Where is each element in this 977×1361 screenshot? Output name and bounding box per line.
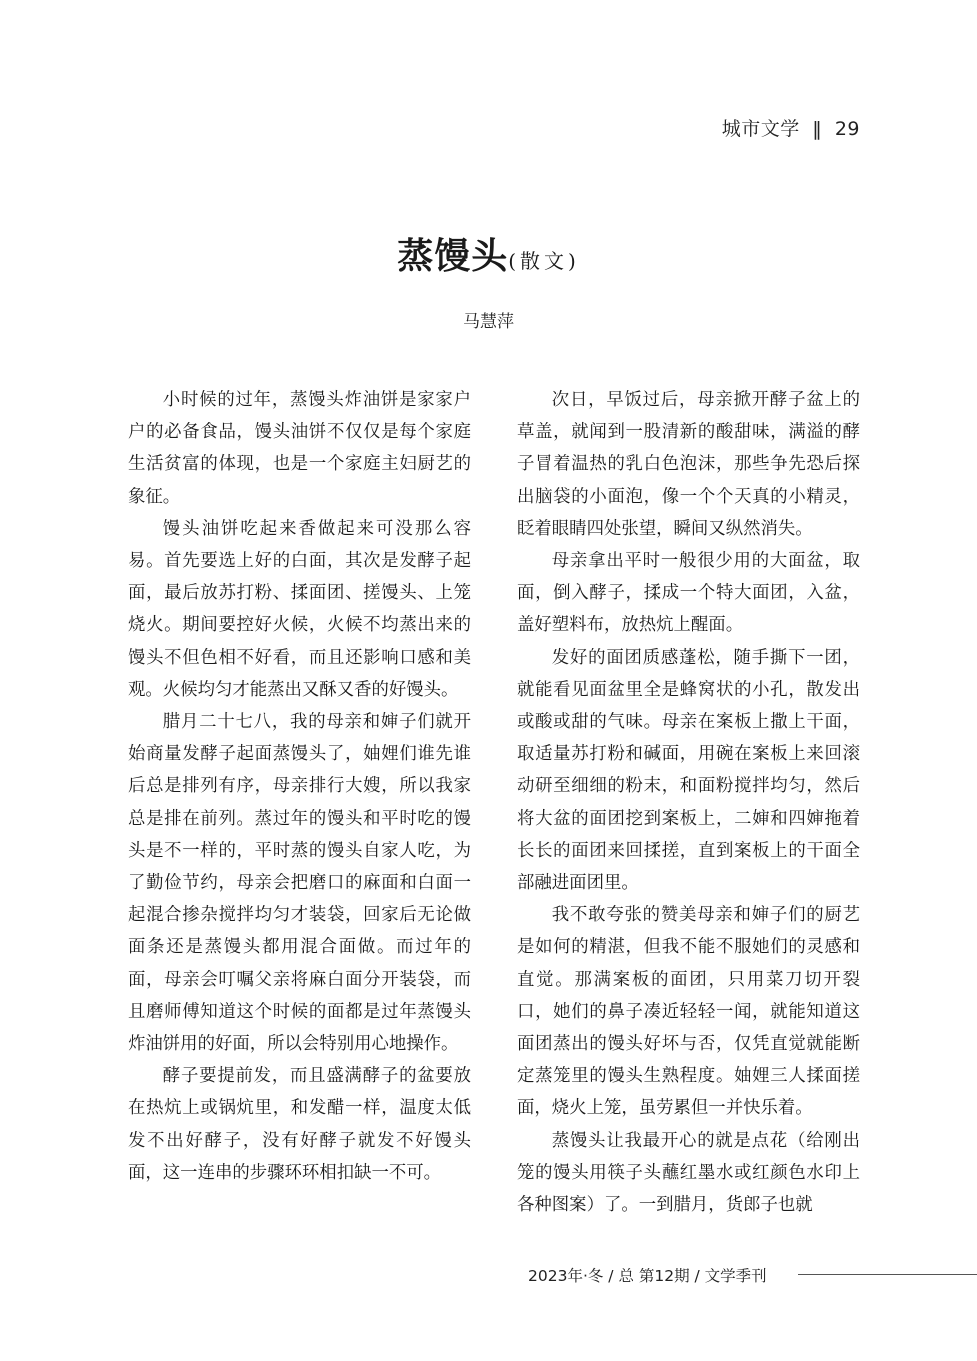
- paragraph: 酵子要提前发，而且盛满酵子的盆要放在热炕上或锅炕里，和发醋一样，温度太低发不出好酵子，没有好酵子就发不好馒头面，这一连串的步骤环环相扣缺一不可。: [128, 1066, 471, 1183]
- header-separator: ‖: [812, 118, 823, 140]
- paragraph: 次日，早饭过后，母亲掀开酵子盆上的草盖，就闻到一股清新的酸甜味，满溢的酵子冒着温热的乳白色泡沫，那些争先恐后探出脑袋的小面泡，像一个个天真的小精灵，眨着眼睛四处张望，瞬间又纵然消失。: [517, 390, 860, 539]
- paragraph: 发好的面团质感蓬松，随手撕下一团，就能看见面盆里全是蜂窝状的小孔，散发出或酸或甜的气味。母亲在案板上撒上干面，取适量苏打粉和碱面，用碗在案板上来回滚动研至细细的粉末，和面粉搅拌均匀，然后将大盆的面团挖到案板上，二婶和四婶拖着长长的面团来回揉搓，直到案板上的干面全部融进面团里。: [517, 647, 860, 894]
- text-column-left: [128, 384, 471, 1189]
- paragraph: 母亲拿出平时一般很少用的大面盆，取面，倒入酵子，揉成一个特大面团，入盆，盖好塑料布，放热炕上醒面。: [517, 551, 860, 636]
- paragraph: 小时候的过年，蒸馒头炸油饼是家家户户的必备食品，馒头油饼不仅仅是每个家庭生活贫富的体现，也是一个家庭主妇厨艺的象征。: [128, 390, 471, 507]
- article-title: 蒸馒头: [397, 235, 509, 277]
- paragraph: 蒸馒头让我最开心的就是点花（给刚出笼的馒头用筷子头蘸红墨水或红颜色水印上各种图案）了。一到腊月，货郎子也就: [517, 1130, 860, 1216]
- journal-name: 城市文学: [721, 118, 800, 140]
- paragraph: 腊月二十七八，我的母亲和婶子们就开始商量发酵子起面蒸馒头了，妯娌们谁先谁后总是排列有序，母亲排行大嫂，所以我家总是排在前列。蒸过年的馒头和平时吃的馒头是不一样的，平时蒸的馒头自家人吃，为了勤俭节约，母亲会把磨口的麻面和白面一起混合掺杂搅拌均匀才装袋，回家后无论做面条还是蒸馒头都用混合面做。而过年的面，母亲会叮嘱父亲将麻白面分开装袋，而且磨师傅知道这个时候的面都是过年蒸馒头炸油饼用的好面，所以会特别用心地操作。: [128, 712, 471, 1055]
- paragraph: 馒头油饼吃起来香做起来可没那么容易。首先要选上好的白面，其次是发酵子起面，最后放苏打粉、揉面团、搓馒头、上笼烧火。期间要控好火候，火候不均蒸出来的馒头不但色相不好看，而且还影响口感和美观。火候均匀才能蒸出又酥又香的好馒头。: [128, 518, 471, 700]
- issue-footer: 2023年·冬 / 总 第12期 / 文学季刊: [528, 1267, 767, 1285]
- text-column-right: [517, 384, 860, 1221]
- article-genre: (散文): [508, 249, 580, 273]
- article-author: 马慧萍: [463, 312, 514, 332]
- page-number: 29: [834, 118, 860, 140]
- paragraph: 我不敢夸张的赞美母亲和婶子们的厨艺是如何的精湛，但我不能不服她们的灵感和直觉。那满案板的面团，只用菜刀切开裂口，她们的鼻子凑近轻轻一闻，就能知道这面团蒸出的馒头好坏与否，仅凭直觉就能断定蒸笼里的馒头生熟程度。妯娌三人揉面搓面，烧火上笼，虽劳累但一并快乐着。: [517, 905, 860, 1119]
- footer-rule: [798, 1274, 977, 1275]
- running-header: [722, 114, 860, 141]
- article-title-block: [0, 228, 977, 279]
